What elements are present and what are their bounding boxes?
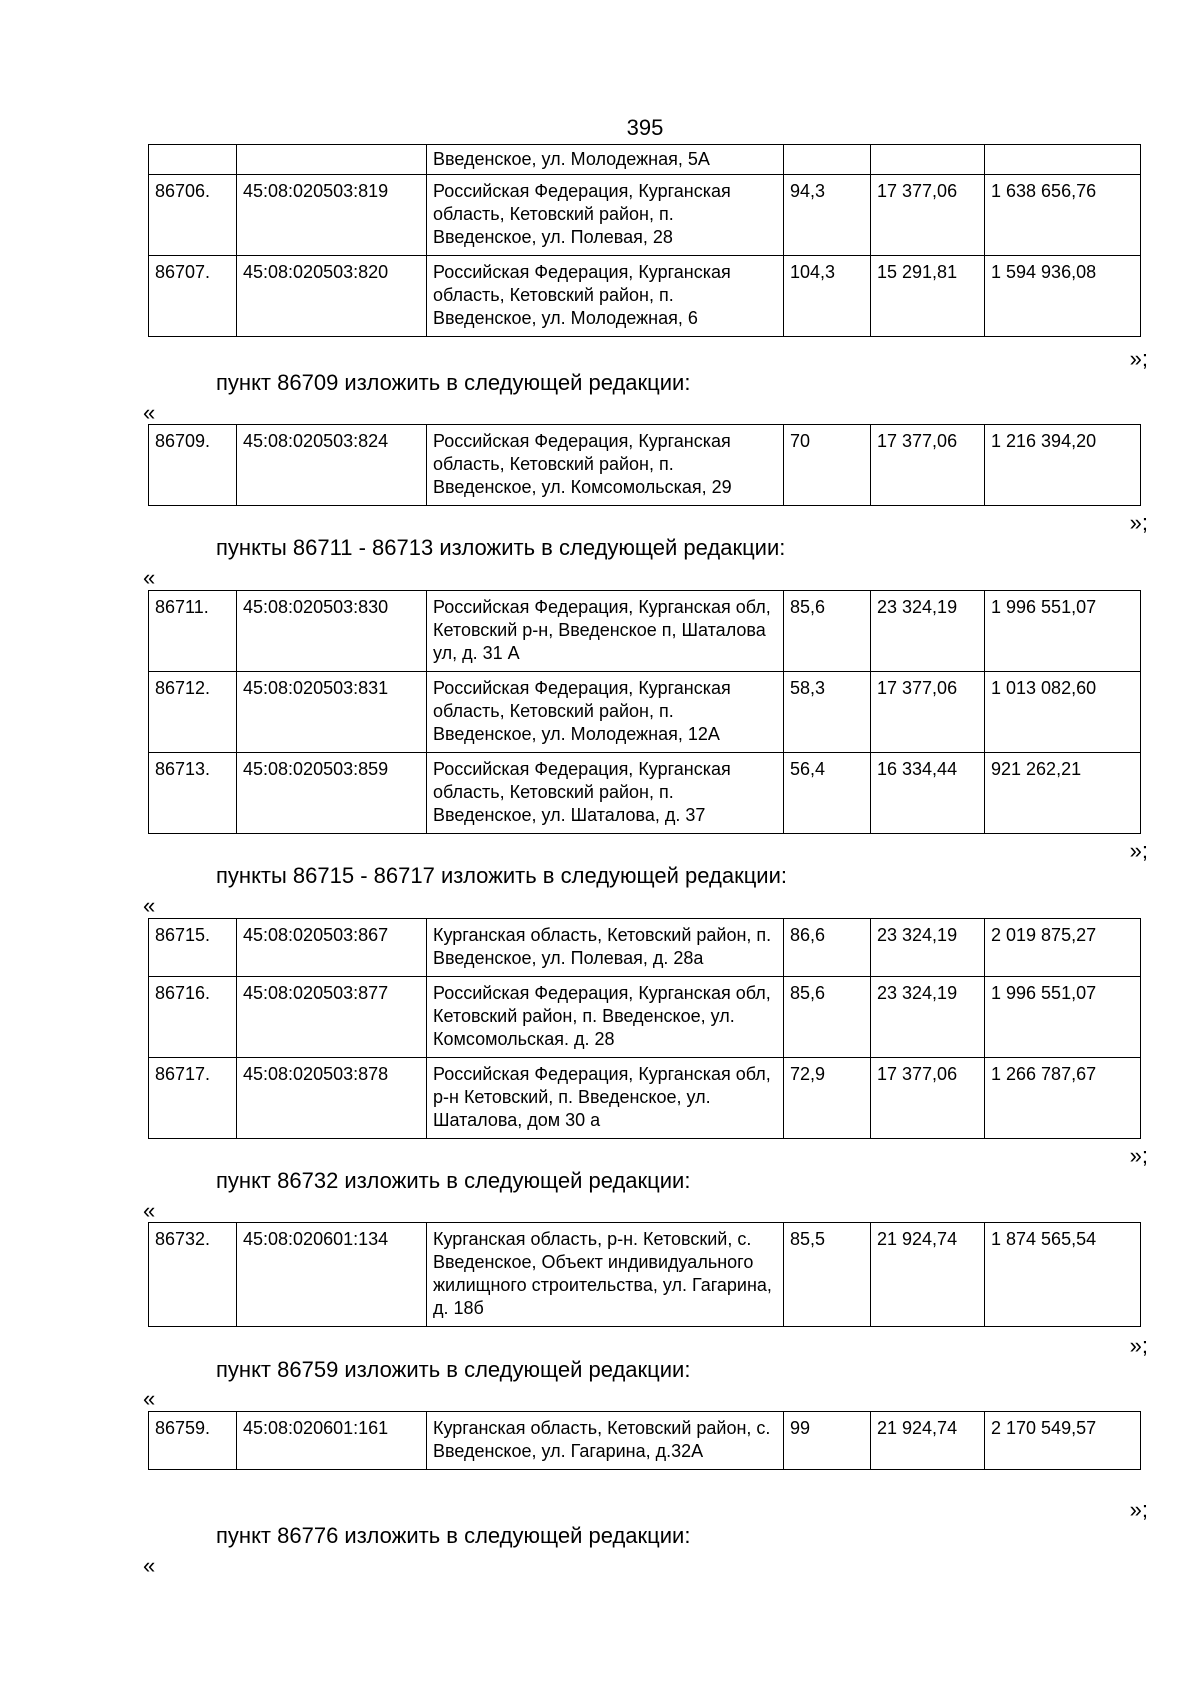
table-row [149, 1412, 1141, 1470]
registry-table [148, 590, 1141, 834]
cadastral-number: 45:08:020503:819 [237, 175, 427, 256]
area: 58,3 [784, 672, 871, 753]
unit-price: 15 291,81 [871, 256, 985, 337]
unit-price: 17 377,06 [871, 672, 985, 753]
address: Российская Федерация, Курганская обл, р-н Кетовский, п. Введенское, ул. Шаталова, дом 30 а [427, 1058, 784, 1139]
closing-quote: »; [1129, 1143, 1148, 1168]
cadastral-number: 45:08:020503:878 [237, 1058, 427, 1139]
unit-price: 21 924,74 [871, 1412, 985, 1470]
opening-quote: « [143, 400, 156, 425]
item-number: 86712. [149, 672, 237, 753]
cadastral-number: 45:08:020601:161 [237, 1412, 427, 1470]
cadastral-number: 45:08:020503:820 [237, 256, 427, 337]
item-number: 86707. [149, 256, 237, 337]
closing-quote: »; [1129, 1497, 1148, 1522]
address: Российская Федерация, Курганская обл, Кетовский район, п. Введенское, ул. Комсомольская. д. 28 [427, 977, 784, 1058]
opening-quote: « [143, 1386, 156, 1411]
address: Российская Федерация, Курганская обл, Кетовский р-н, Введенское п, Шаталова ул, д. 31 А [427, 591, 784, 672]
unit-price: 17 377,06 [871, 425, 985, 506]
address: Курганская область, Кетовский район, с. Введенское, ул. Гагарина, д.32А [427, 1412, 784, 1470]
area: 85,6 [784, 591, 871, 672]
item-number: 86709. [149, 425, 237, 506]
cadastral-number: 45:08:020503:824 [237, 425, 427, 506]
unit-price [871, 145, 985, 175]
unit-price: 17 377,06 [871, 1058, 985, 1139]
unit-price: 23 324,19 [871, 919, 985, 977]
opening-quote: « [143, 565, 156, 590]
registry-table [148, 918, 1141, 1139]
instruction-text: пункт 86759 изложить в следующей редакции: [216, 1357, 691, 1382]
cadastral-value: 2 170 549,57 [985, 1412, 1141, 1470]
registry-table [148, 1222, 1141, 1327]
cadastral-number: 45:08:020503:867 [237, 919, 427, 977]
area: 56,4 [784, 753, 871, 834]
cadastral-value: 1 266 787,67 [985, 1058, 1141, 1139]
cadastral-number: 45:08:020503:831 [237, 672, 427, 753]
cadastral-value: 1 216 394,20 [985, 425, 1141, 506]
item-number: 86759. [149, 1412, 237, 1470]
item-number: 86711. [149, 591, 237, 672]
registry-table [148, 144, 1141, 337]
closing-quote: »; [1129, 510, 1148, 535]
unit-price: 17 377,06 [871, 175, 985, 256]
table-row [149, 425, 1141, 506]
table-row [149, 977, 1141, 1058]
unit-price: 23 324,19 [871, 591, 985, 672]
area: 85,6 [784, 977, 871, 1058]
page-number: 395 [626, 115, 664, 140]
unit-price: 23 324,19 [871, 977, 985, 1058]
cadastral-value: 2 019 875,27 [985, 919, 1141, 977]
cadastral-value: 1 594 936,08 [985, 256, 1141, 337]
cadastral-value: 1 996 551,07 [985, 977, 1141, 1058]
area: 85,5 [784, 1223, 871, 1327]
opening-quote: « [143, 893, 156, 918]
address: Российская Федерация, Курганская область, Кетовский район, п. Введенское, ул. Полевая, 28 [427, 175, 784, 256]
area: 104,3 [784, 256, 871, 337]
table-row [149, 175, 1141, 256]
cadastral-number: 45:08:020503:877 [237, 977, 427, 1058]
instruction-text: пункт 86776 изложить в следующей редакции: [216, 1523, 691, 1548]
item-number [149, 145, 237, 175]
table-row [149, 256, 1141, 337]
address: Российская Федерация, Курганская область, Кетовский район, п. Введенское, ул. Шаталова, д. 37 [427, 753, 784, 834]
cadastral-value: 1 013 082,60 [985, 672, 1141, 753]
area: 94,3 [784, 175, 871, 256]
instruction-text: пункт 86709 изложить в следующей редакции: [216, 370, 691, 395]
cadastral-value: 921 262,21 [985, 753, 1141, 834]
address: Курганская область, р-н. Кетовский, с. Введенское, Объект индивидуального жилищного строительства, ул. Гагарина, д. 18б [427, 1223, 784, 1327]
closing-quote: »; [1129, 346, 1148, 371]
instruction-text: пункты 86715 - 86717 изложить в следующей редакции: [216, 863, 788, 888]
item-number: 86706. [149, 175, 237, 256]
cadastral-number: 45:08:020503:830 [237, 591, 427, 672]
cadastral-value [985, 145, 1141, 175]
address: Курганская область, Кетовский район, п. Введенское, ул. Полевая, д. 28а [427, 919, 784, 977]
address: Российская Федерация, Курганская область, Кетовский район, п. Введенское, ул. Молодежная, 6 [427, 256, 784, 337]
area: 70 [784, 425, 871, 506]
table-row [149, 753, 1141, 834]
closing-quote: »; [1129, 838, 1148, 863]
instruction-text: пункт 86732 изложить в следующей редакции: [216, 1168, 691, 1193]
unit-price: 16 334,44 [871, 753, 985, 834]
cadastral-value: 1 996 551,07 [985, 591, 1141, 672]
opening-quote: « [143, 1198, 156, 1223]
area: 86,6 [784, 919, 871, 977]
table-row [149, 145, 1141, 175]
instruction-text: пункты 86711 - 86713 изложить в следующей редакции: [216, 535, 786, 560]
item-number: 86715. [149, 919, 237, 977]
registry-table [148, 424, 1141, 506]
address: Введенское, ул. Молодежная, 5А [427, 145, 784, 175]
closing-quote: »; [1129, 1333, 1148, 1358]
table-row [149, 591, 1141, 672]
table-row [149, 919, 1141, 977]
registry-table [148, 1411, 1141, 1470]
table-row [149, 672, 1141, 753]
cadastral-value: 1 874 565,54 [985, 1223, 1141, 1327]
item-number: 86732. [149, 1223, 237, 1327]
item-number: 86717. [149, 1058, 237, 1139]
cadastral-number: 45:08:020601:134 [237, 1223, 427, 1327]
cadastral-number [237, 145, 427, 175]
cadastral-number: 45:08:020503:859 [237, 753, 427, 834]
area: 99 [784, 1412, 871, 1470]
table-row [149, 1058, 1141, 1139]
item-number: 86713. [149, 753, 237, 834]
area [784, 145, 871, 175]
item-number: 86716. [149, 977, 237, 1058]
table-row [149, 1223, 1141, 1327]
area: 72,9 [784, 1058, 871, 1139]
cadastral-value: 1 638 656,76 [985, 175, 1141, 256]
address: Российская Федерация, Курганская область, Кетовский район, п. Введенское, ул. Молодежная, 12А [427, 672, 784, 753]
opening-quote: « [143, 1553, 156, 1578]
unit-price: 21 924,74 [871, 1223, 985, 1327]
address: Российская Федерация, Курганская область, Кетовский район, п. Введенское, ул. Комсомольская, 29 [427, 425, 784, 506]
